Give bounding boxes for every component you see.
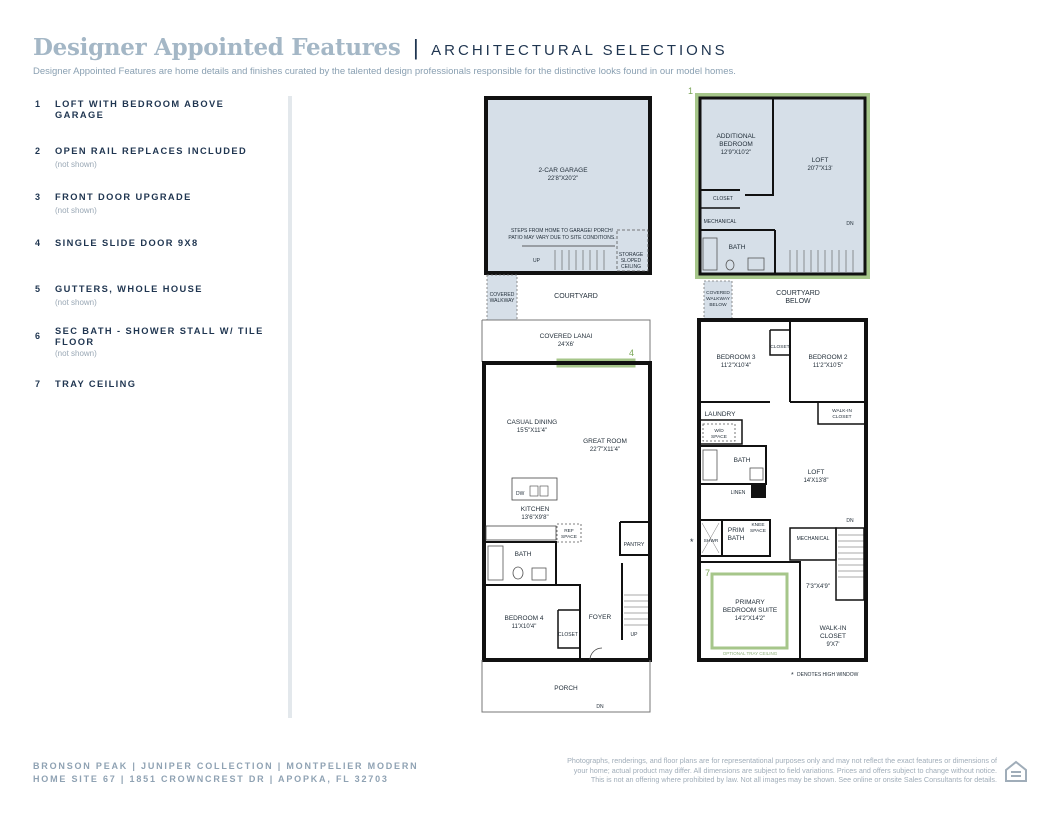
primary-line2: BEDROOM SUITE bbox=[722, 607, 778, 614]
floor-plan-drawing bbox=[470, 85, 880, 725]
pantry-wall bbox=[620, 522, 648, 555]
laundry-label: LAUNDRY bbox=[704, 411, 736, 418]
small-room-dims: 7'3"X4'9" bbox=[806, 584, 830, 590]
sink-left bbox=[530, 486, 538, 496]
mechanical-label: MECHANICAL bbox=[796, 536, 830, 542]
page-title: Designer Appointed Features bbox=[33, 34, 401, 61]
feature-label: LOFT WITH BEDROOM ABOVE GARAGE bbox=[55, 99, 225, 120]
casual-dining-dims: 15'5"X11'4" bbox=[516, 428, 548, 434]
storage-label-2: SLOPED bbox=[620, 258, 642, 264]
floor-plan bbox=[470, 85, 880, 725]
feature-note: (not shown) bbox=[55, 349, 97, 358]
feature-number: 7 bbox=[35, 379, 41, 389]
garage-fill bbox=[486, 98, 650, 273]
bath2-wall bbox=[699, 446, 766, 484]
casual-dining-name: CASUAL DINING bbox=[506, 419, 558, 426]
courtyard-below-label-2: BELOW bbox=[785, 298, 811, 305]
primary-line1: PRIMARY bbox=[735, 599, 765, 606]
bedroom3-closet-wall bbox=[770, 330, 790, 355]
page-header bbox=[33, 34, 728, 61]
shower-x bbox=[702, 523, 719, 553]
ref-label-1: REF bbox=[564, 529, 574, 534]
bedroom-walls bbox=[699, 320, 866, 402]
marker-7: 7 bbox=[705, 568, 711, 578]
feature-number: 2 bbox=[35, 146, 41, 156]
equal-housing-icon bbox=[1003, 759, 1029, 785]
section-title: ARCHITECTURAL SELECTIONS bbox=[431, 42, 728, 59]
bedroom2-name: BEDROOM 2 bbox=[808, 354, 848, 361]
porch-dn-label: DN bbox=[596, 704, 604, 710]
add-bedroom-dims: 12'9"X10'2" bbox=[720, 150, 752, 156]
feature-number: 3 bbox=[35, 192, 41, 202]
upper-bath-label: BATH bbox=[728, 244, 746, 251]
walkway-below-label-1: COVERED bbox=[706, 291, 730, 296]
mechanical-room bbox=[790, 528, 836, 560]
disclaimer-line-3: This is not an offering where prohibited by law. Not all images may be shown. See online or onsite Sales Consultants for details. bbox=[590, 775, 997, 784]
walkin-big-line2: CLOSET bbox=[819, 633, 847, 640]
linen-label: LINEN bbox=[730, 490, 746, 496]
feature-number: 6 bbox=[35, 331, 41, 341]
toilet bbox=[513, 567, 523, 579]
feature-label: TRAY CEILING bbox=[55, 379, 137, 389]
pantry-label: PANTRY bbox=[623, 542, 645, 548]
tray-note: OPTIONAL TRAY CEILING bbox=[722, 651, 778, 656]
knee-label-1: KNEE bbox=[751, 523, 765, 528]
community-info bbox=[33, 760, 418, 786]
wd-label-1: W/D bbox=[714, 429, 724, 434]
community-line: BRONSON PEAK | JUNIPER COLLECTION | MONTPELIER MODERN bbox=[33, 761, 419, 771]
closet-wall bbox=[558, 610, 580, 648]
porch-label: PORCH bbox=[554, 685, 578, 692]
bath-label-first: BATH bbox=[514, 551, 532, 558]
lanai-dims: 24'X6' bbox=[557, 342, 575, 348]
first-floor-stairs bbox=[624, 595, 648, 625]
garage-name: 2-CAR GARAGE bbox=[538, 167, 588, 174]
walkin-small-label-1: WALK-IN bbox=[832, 409, 852, 414]
bath2-tub bbox=[703, 450, 717, 480]
wd-label-2: SPACE bbox=[711, 435, 727, 440]
great-room-dims: 22'7"X11'4" bbox=[589, 447, 621, 453]
shwr-label: SHWR bbox=[703, 539, 719, 544]
bedroom4-dims: 11'X10'4" bbox=[511, 624, 537, 630]
walkway-below-label-3: BELOW bbox=[709, 303, 727, 308]
feature-note: (not shown) bbox=[55, 206, 97, 215]
covered-walkway-label-1: COVERED bbox=[489, 292, 515, 298]
walkin-small-label-2: CLOSET bbox=[832, 415, 852, 420]
feature-number: 1 bbox=[35, 99, 41, 109]
walkin-big-line1: WALK-IN bbox=[819, 625, 847, 632]
walkway-below-label-2: WALKWAY bbox=[706, 297, 730, 302]
upper-mechanical-label: MECHANICAL bbox=[703, 219, 737, 225]
tub bbox=[488, 546, 503, 580]
title-separator: | bbox=[413, 35, 419, 60]
feature-label: SINGLE SLIDE DOOR 9X8 bbox=[55, 238, 199, 248]
second-dn-label: DN bbox=[846, 518, 854, 524]
ref-label-2: SPACE bbox=[561, 535, 577, 540]
second-floor-stairs bbox=[838, 535, 864, 577]
lanai-outline bbox=[482, 320, 650, 362]
kitchen-name: KITCHEN bbox=[520, 506, 550, 513]
kitchen-dims: 13'6"X9'8" bbox=[521, 515, 549, 521]
disclaimer-line-1: Photographs, renderings, and floor plans are for representational purposes only and may not reflect the exact features or dimensions of bbox=[567, 756, 997, 765]
covered-walkway-label-2: WALKWAY bbox=[489, 298, 515, 304]
second-loft-name: LOFT bbox=[807, 469, 825, 476]
upper-garage-floor bbox=[700, 98, 865, 274]
marker-1: 1 bbox=[688, 86, 694, 96]
upper-loft-dims: 20'7"X13' bbox=[807, 166, 833, 172]
knee-label-2: SPACE bbox=[750, 529, 766, 534]
storage-label-3: CEILING bbox=[620, 264, 642, 270]
linen-block bbox=[751, 484, 766, 498]
second-loft-dims: 14'X13'8" bbox=[803, 478, 829, 484]
upper-dn-label: DN bbox=[846, 221, 854, 227]
feature-note: (not shown) bbox=[55, 160, 97, 169]
garage-note-1: STEPS FROM HOME TO GARAGE/ PORCH/ bbox=[510, 228, 614, 234]
stair-up-label: UP bbox=[630, 632, 638, 638]
garage-dims: 22'8"X20'2" bbox=[547, 176, 579, 182]
dw-label: DW bbox=[516, 491, 525, 497]
high-window-legend: DENOTES HIGH WINDOW bbox=[797, 672, 859, 678]
bedroom4-name: BEDROOM 4 bbox=[504, 615, 544, 622]
bath2-label: BATH bbox=[733, 457, 751, 464]
feature-label: OPEN RAIL REPLACES INCLUDED bbox=[55, 146, 248, 156]
page-description: Designer Appointed Features are home details and finishes curated by the talented design professionals responsible for the distinctive looks found in our model homes. bbox=[33, 66, 736, 77]
walkin-big-dims: 9'X7' bbox=[826, 642, 840, 648]
lanai-name: COVERED LANAI bbox=[539, 333, 593, 340]
bedroom2-dims: 11'2"X10'5" bbox=[812, 363, 844, 369]
add-bedroom-line1: ADDITIONAL bbox=[716, 133, 756, 140]
closet-label-first: CLOSET bbox=[557, 632, 579, 638]
bedroom3-name: BEDROOM 3 bbox=[716, 354, 756, 361]
garage-note-2: PATIO MAY VARY DUE TO SITE CONDITIONS. bbox=[508, 235, 616, 241]
prim-bath-label-2: BATH bbox=[727, 535, 745, 542]
bedroom3-dims: 11'2"X10'4" bbox=[720, 363, 752, 369]
vertical-divider bbox=[288, 96, 292, 718]
feature-label: FRONT DOOR UPGRADE bbox=[55, 192, 192, 202]
feature-number: 4 bbox=[35, 238, 41, 248]
storage-label-1: STORAGE bbox=[618, 252, 644, 258]
disclaimer bbox=[490, 756, 997, 785]
add-bedroom-line2: BEDROOM bbox=[719, 141, 753, 148]
great-room-name: GREAT ROOM bbox=[583, 438, 627, 445]
courtyard-label: COURTYARD bbox=[554, 293, 598, 300]
kitchen-counter bbox=[486, 526, 556, 540]
upper-closet-label: CLOSET bbox=[712, 196, 734, 202]
feature-label: GUTTERS, WHOLE HOUSE bbox=[55, 284, 203, 294]
marker-4: 4 bbox=[629, 348, 635, 358]
disclaimer-line-2: your home; actual product may differ. All dimensions are subject to field variations. Prices and offers subject to change without notice. bbox=[573, 765, 997, 775]
prim-bath-label-1: PRIM bbox=[727, 527, 745, 534]
feature-number: 5 bbox=[35, 284, 41, 294]
bedroom3-closet-label: CLOSET bbox=[770, 345, 790, 350]
garage-up-label: UP bbox=[533, 258, 540, 264]
bath2-vanity bbox=[750, 468, 763, 480]
upper-loft-name: LOFT bbox=[811, 157, 829, 164]
foyer-label: FOYER bbox=[588, 614, 612, 621]
primary-dims: 14'2"X14'2" bbox=[734, 616, 766, 622]
sink-right bbox=[540, 486, 548, 496]
vanity bbox=[532, 568, 546, 580]
feature-label: SEC BATH - SHOWER STALL W/ TILE FLOOR bbox=[55, 326, 264, 347]
high-window-asterisk-left: * bbox=[690, 537, 694, 547]
high-window-asterisk: * bbox=[791, 672, 794, 679]
stair-outline bbox=[836, 528, 864, 600]
address-line: HOME SITE 67 | 1851 CROWNCREST DR | APOPKA, FL 32703 bbox=[33, 774, 389, 784]
courtyard-below-label-1: COURTYARD bbox=[776, 290, 820, 297]
feature-note: (not shown) bbox=[55, 298, 97, 307]
